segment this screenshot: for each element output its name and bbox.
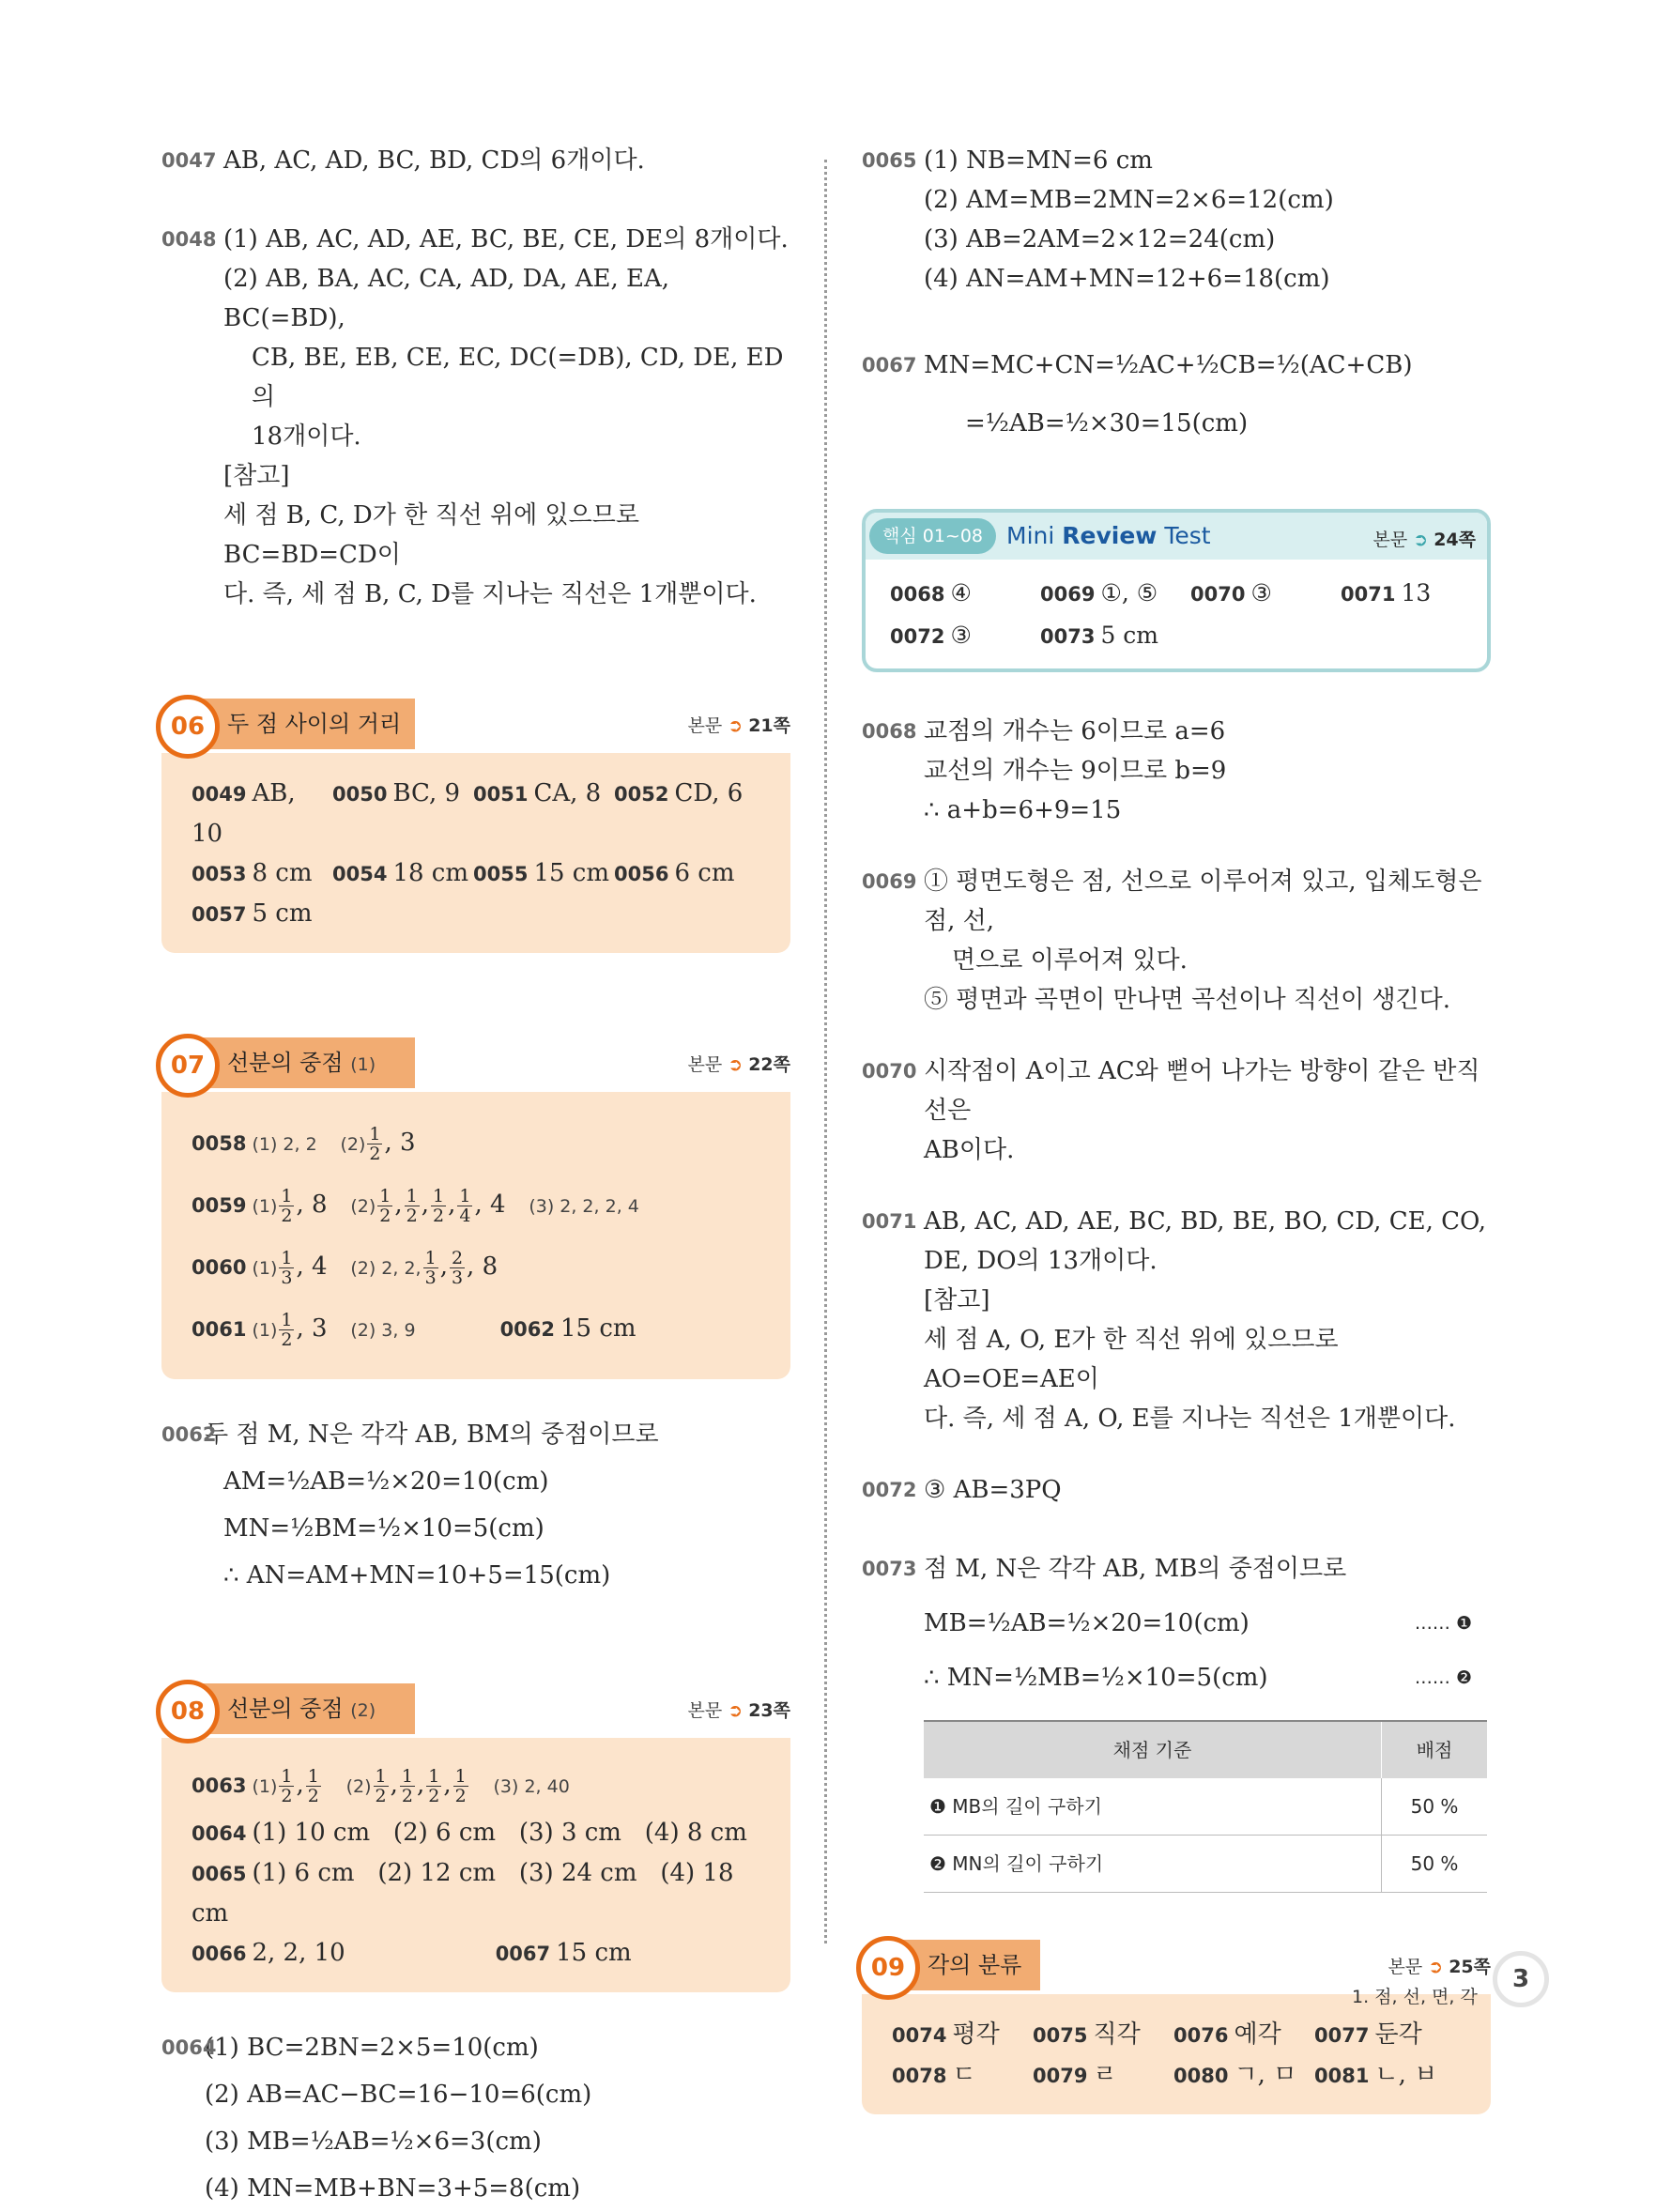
section-09 (862, 1940, 1491, 2114)
answer-part: (3) 24 cm (518, 1859, 637, 1887)
table-header-row (924, 1721, 1487, 1778)
answer-line: 18개이다. (252, 422, 361, 451)
fraction: $\frac{1}{2}$ (379, 1185, 391, 1226)
answer-number: 0068 (890, 583, 945, 606)
problem-0062 (161, 1411, 790, 1599)
ref-label: 본문 (687, 715, 723, 736)
mini-review-header (866, 513, 1487, 560)
answer-item (614, 853, 755, 894)
problem-0070 (862, 1052, 1491, 1170)
answer-value: AB, 10 (192, 779, 296, 848)
answer-value: 둔각 (1374, 2020, 1422, 2049)
answer-part: (1) 2, 2 (252, 1134, 317, 1155)
column-header: 채점 기준 (924, 1721, 1382, 1778)
fraction: $\frac{1}{2}$ (375, 1765, 387, 1806)
fraction: $\frac{1}{2}$ (401, 1765, 413, 1806)
solution-line: MN=MC+CN=½AC+½CB=½(AC+CB) (924, 351, 1413, 379)
section-title (227, 1037, 376, 1090)
answer-number: 0064 (192, 1822, 247, 1845)
answer-part: (3) 2, 40 (493, 1776, 570, 1797)
answer-part: , 8 (467, 1252, 498, 1281)
solution-line: 점 M, N은 각각 AB, MB의 중점이므로 (924, 1555, 1347, 1583)
answer-part: (2) 3, 9 (350, 1320, 416, 1341)
section-header (161, 1683, 790, 1738)
left-column (161, 141, 790, 2212)
section-title: 각의 분류 (928, 1952, 1022, 1978)
answer-row-0058 (192, 1113, 772, 1175)
title-text: 선분의 중점 (227, 1050, 344, 1076)
problem-0068 (862, 712, 1491, 830)
answer-item (890, 615, 1040, 657)
problem-0073 (862, 1542, 1491, 1893)
answer-part: (1) (252, 1258, 278, 1279)
solution-line: MN=½BM=½×10=5(cm) (223, 1514, 544, 1543)
problem-0064 (161, 2024, 790, 2212)
answer-number: 0073 (1040, 625, 1096, 648)
section-header (161, 699, 790, 753)
answer-value: 직각 (1093, 2020, 1141, 2049)
answer-number: 0056 (614, 863, 669, 885)
solution-line: 두 점 M, N은 각각 AB, BM의 중점이므로 (205, 1421, 659, 1449)
answer-part: (3) 2, 2, 2, 4 (529, 1196, 639, 1217)
answer-value: 5 cm (1100, 622, 1159, 649)
answer-value: ①, ⑤ (1100, 579, 1158, 607)
answer-item (192, 894, 332, 934)
answer-item (614, 774, 755, 853)
equation: MB=½AB=½×20=10(cm) (924, 1609, 1250, 1637)
ref-page: 22쪽 (748, 1054, 790, 1075)
solution-line: AB이다. (924, 1136, 1015, 1164)
section-answers (161, 1738, 790, 1992)
answer-number: 0051 (473, 783, 529, 806)
answer-part: (1) 10 cm (252, 1819, 371, 1847)
answer-item (473, 853, 614, 894)
problem-number: 0068 (862, 720, 917, 743)
equation: ∴ MN=½MB=½×10=5(cm) (924, 1664, 1268, 1692)
fraction: $\frac{1}{3}$ (424, 1247, 437, 1288)
answer-number: 0058 (192, 1132, 247, 1155)
note-label: [참고] (924, 1286, 990, 1314)
note-line: 다. 즉, 세 점 A, O, E를 지나는 직선은 1개뿐이다. (924, 1405, 1456, 1433)
section-07 (161, 1037, 790, 1379)
answer-item (1173, 2055, 1314, 2096)
answer-item (1033, 2015, 1173, 2055)
ref-label: 본문 (1388, 1957, 1423, 1977)
fraction: $\frac{1}{2}$ (432, 1185, 445, 1226)
page-reference (1388, 1953, 1491, 1978)
answer-item (192, 853, 332, 894)
solution-line: ∴ AN=AM+MN=10+5=15(cm) (223, 1561, 611, 1590)
answer-item (1190, 573, 1341, 615)
answer-number: 0059 (192, 1194, 247, 1217)
solution-line: ① 평면도형은 점, 선으로 이루어져 있고, 입체도형은 점, 선, (924, 868, 1482, 935)
answer-number: 0075 (1033, 2024, 1088, 2047)
answer-value: BC, 9 (392, 779, 461, 807)
fraction: $\frac{1}{2}$ (406, 1185, 418, 1226)
solution-line: 면으로 이루어져 있다. (952, 946, 1188, 975)
problem-0071 (862, 1202, 1491, 1438)
answer-row-0060: 0060 (1) $\frac{1}{3}$ , 4 (2) 2, 2, $\frac{1}{3}$ , $\frac{2}{3}$ , 8 (192, 1247, 498, 1288)
ref-page: 24쪽 (1434, 530, 1476, 550)
answer-row-0061 (192, 1298, 772, 1360)
table-row (924, 1836, 1487, 1893)
page-reference (687, 1697, 790, 1722)
problem-number: 0069 (862, 870, 917, 893)
fraction: $\frac{1}{2}$ (307, 1765, 319, 1806)
problem-number: 0071 (862, 1210, 917, 1233)
answer-part: (2) 6 cm (392, 1819, 497, 1847)
answer-part: (2) 2, 2, (350, 1258, 422, 1279)
answer-number: 0081 (1314, 2065, 1370, 2087)
answer-item (332, 853, 473, 894)
page-number: 3 (1493, 1951, 1549, 2007)
fraction: $\frac{2}{3}$ (451, 1247, 464, 1288)
answer-part: (2) 12 cm (377, 1859, 497, 1887)
fraction: $\frac{1}{4}$ (459, 1185, 471, 1226)
answer-number: 0069 (1040, 583, 1096, 606)
title-sub: (1) (350, 1054, 376, 1075)
solution-line: (3) AB=2AM=2×12=24(cm) (924, 225, 1276, 253)
answer-value: 15 cm (556, 1939, 632, 1967)
answer-value: 5 cm (252, 899, 313, 928)
answer-part: (3) 3 cm (518, 1819, 621, 1847)
answer-number: 0054 (332, 863, 388, 885)
problem-0047 (161, 141, 790, 180)
answer-value: 평각 (952, 2020, 1000, 2049)
answer-value: ㄱ, ㅁ (1234, 2061, 1297, 2089)
mini-review-title (1006, 513, 1211, 560)
answer-number: 0052 (614, 783, 669, 806)
fraction: $\frac{1}{3}$ (281, 1247, 293, 1288)
section-06 (161, 699, 790, 953)
answer-part: (1) (252, 1776, 278, 1797)
answer-value: 13 (1401, 579, 1432, 607)
table-cell: ❶ MB의 길이 구하기 (924, 1778, 1382, 1836)
title-text: 선분의 중점 (227, 1696, 344, 1722)
answer-number: 0071 (1341, 583, 1396, 606)
table-row (924, 1778, 1487, 1836)
fraction (367, 1125, 382, 1163)
answer-item (192, 774, 332, 853)
answer-number: 0077 (1314, 2024, 1370, 2047)
answer-item (890, 573, 1040, 615)
answer-number: 0072 (890, 625, 945, 648)
section-title: 두 점 사이의 거리 (227, 711, 402, 737)
section-08 (161, 1683, 790, 1992)
answer-number: 0055 (473, 863, 529, 885)
arrow-icon: ➲ (728, 1054, 744, 1075)
answer-number: 0076 (1173, 2024, 1229, 2047)
answer-value: 15 cm (560, 1314, 636, 1343)
fraction: $\frac{1}{2}$ (281, 1765, 293, 1806)
ref-label: 본문 (1372, 530, 1408, 550)
problem-number: 0072 (862, 1479, 917, 1501)
answer-line: (1) AB, AC, AD, AE, BC, BE, CE, DE의 8개이다. (223, 225, 789, 253)
answer-item (892, 2055, 1033, 2096)
problem-0065 (862, 141, 1491, 299)
answer-number: 0063 (192, 1774, 247, 1797)
answer-value: 18 cm (392, 859, 469, 887)
answer-grid (892, 2015, 1472, 2096)
ref-page: 25쪽 (1449, 1957, 1491, 1977)
answer-value: 예각 (1234, 2020, 1281, 2049)
answer-value: ㄷ (952, 2061, 976, 2089)
answer-row-0063: 0063 (1) $\frac{1}{2}$ , $\frac{1}{2}$ (2) $\frac{1}{2}$ , $\frac{1}{2}$ , $\frac{1}{2}$ , $\frac{1}{2}$ (3) 2, 40 (192, 1765, 570, 1806)
answer-number: 0074 (892, 2024, 947, 2047)
ref-page: 21쪽 (748, 715, 790, 736)
answer-number: 0053 (192, 863, 247, 885)
mini-review-answers (866, 560, 1487, 668)
note-line: 다. 즉, 세 점 B, C, D를 지나는 직선은 1개뿐이다. (223, 580, 757, 608)
answer-number: 0062 (499, 1318, 556, 1341)
problem-number: 0048 (161, 228, 217, 251)
problem-number: 0073 (862, 1558, 917, 1580)
answer-number: 0067 (495, 1943, 551, 1965)
section-number: 06 (156, 695, 220, 759)
answer-number: 0066 (192, 1943, 247, 1965)
answer-value: 15 cm (533, 859, 610, 887)
answer-grid (890, 573, 1468, 657)
solution-line: (3) MB=½AB=½×6=3(cm) (205, 2128, 542, 2156)
solution-line: (4) AN=AM+MN=12+6=18(cm) (924, 265, 1330, 293)
section-answers (161, 1092, 790, 1379)
answer-row-0064 (192, 1813, 772, 1853)
arrow-icon: ➲ (728, 715, 744, 736)
answer-line: (2) AB, BA, AC, CA, AD, DA, AE, EA, BC(=BD), (223, 265, 670, 332)
answer-item (1314, 2055, 1455, 2096)
note-line: 세 점 B, C, D가 한 직선 위에 있으므로 BC=BD=CD이 (223, 501, 639, 569)
answer-part: (2) (345, 1776, 372, 1797)
answer-part: (1) (252, 1320, 278, 1341)
solution-line (924, 1596, 1491, 1651)
answer-value: 8 cm (252, 859, 313, 887)
answer-value: ④ (950, 579, 972, 607)
section-answers (161, 753, 790, 953)
answer-row-0066 (192, 1933, 772, 1974)
title-part: Test (1157, 522, 1211, 549)
solution-line: DE, DO의 13개이다. (924, 1247, 1158, 1275)
answer-value: CA, 8 (533, 779, 602, 807)
answer-row-0059: 0059 (1) $\frac{1}{2}$ , 8 (2) $\frac{1}{2}$ , $\frac{1}{2}$ , $\frac{1}{2}$ , $\frac{1}{4}$ , 4 (3) 2, 2, 2, 4 (192, 1185, 639, 1226)
section-number: 09 (856, 1936, 920, 2000)
solution-line: ⑤ 평면과 곡면이 만나면 곡선이나 직선이 생긴다. (924, 986, 1451, 1014)
solution-line: 시작점이 A이고 AC와 뻗어 나가는 방향이 같은 반직선은 (924, 1057, 1480, 1125)
answer-number: 0057 (192, 903, 247, 926)
page-reference (687, 1051, 790, 1076)
answer-value: 6 cm (674, 859, 735, 887)
answer-value: ㄹ (1093, 2061, 1117, 2089)
title-part: Review (1062, 522, 1158, 549)
section-number: 08 (156, 1680, 220, 1743)
answer-part: (2) (340, 1134, 366, 1155)
ref-label: 본문 (687, 1054, 723, 1075)
solution-line: (1) NB=MN=6 cm (924, 146, 1153, 175)
answer-part: , 8 (296, 1190, 328, 1219)
solution-line: (4) MN=MB+BN=3+5=8(cm) (205, 2174, 581, 2203)
table-cell: 50 % (1382, 1778, 1488, 1836)
answer-item (1040, 573, 1190, 615)
solution-line: 교점의 개수는 6이므로 a=6 (924, 717, 1226, 745)
problem-number: 0062 (161, 1423, 217, 1446)
section-answers (862, 1994, 1491, 2114)
mini-review-tag: 핵심 01~08 (869, 518, 996, 554)
answer-part: (1) 6 cm (252, 1859, 355, 1887)
table-cell: 50 % (1382, 1836, 1488, 1893)
problem-0067 (862, 336, 1491, 453)
answer-row-0065 (192, 1853, 772, 1933)
solution-line: 교선의 개수는 9이므로 b=9 (924, 757, 1227, 785)
mini-review-test (862, 509, 1491, 672)
ref-label: 본문 (687, 1700, 723, 1721)
column-header: 배점 (1382, 1721, 1488, 1778)
answer-item (1040, 615, 1190, 657)
answer-number: 0050 (332, 783, 388, 806)
arrow-icon: ➲ (1413, 530, 1429, 550)
answer-grid (192, 774, 772, 934)
solution-line: (2) AB=AC−BC=16−10=6(cm) (205, 2081, 592, 2109)
ref-page: 23쪽 (748, 1700, 790, 1721)
score-marker: …… ❷ (1414, 1667, 1472, 1688)
note-label: [참고] (223, 462, 290, 490)
answer-part: (4) 8 cm (644, 1819, 747, 1847)
numerator: 1 (369, 1123, 381, 1144)
answer-line: CB, BE, EB, CE, EC, DC(=DB), CD, DE, ED의 (252, 344, 784, 411)
problem-number: 0070 (862, 1060, 917, 1083)
solution-line: (1) BC=2BN=2×5=10(cm) (205, 2034, 539, 2062)
answer-part: , 3 (384, 1129, 416, 1157)
right-column (862, 141, 1491, 2114)
answer-number: 0079 (1033, 2065, 1088, 2087)
answer-part: , 4 (474, 1190, 506, 1219)
answer-line: AB, AC, AD, BC, BD, CD의 6개이다. (223, 146, 645, 175)
problem-0069 (862, 862, 1491, 1020)
answer-part: (2) (350, 1196, 376, 1217)
solution-line: (2) AM=MB=2MN=2×6=12(cm) (924, 186, 1334, 214)
answer-number: 0078 (892, 2065, 947, 2087)
answer-number: 0065 (192, 1863, 247, 1885)
answer-item (892, 2015, 1033, 2055)
solution-line: =½AB=½×30=15(cm) (965, 409, 1249, 438)
arrow-icon: ➲ (728, 1700, 744, 1721)
answer-value: CD, 6 (674, 779, 744, 807)
answer-part: 2, 2, 10 (252, 1939, 345, 1967)
note-line: 세 점 A, O, E가 한 직선 위에 있으므로 AO=OE=AE이 (924, 1326, 1339, 1393)
section-header (161, 1037, 790, 1092)
answer-part: (1) (252, 1196, 278, 1217)
fraction: $\frac{1}{2}$ (281, 1185, 293, 1226)
problem-0072 (862, 1470, 1491, 1510)
answer-item (473, 774, 614, 853)
denominator: 2 (369, 1143, 381, 1164)
arrow-icon: ➲ (1428, 1957, 1444, 1977)
fraction: $\frac{1}{2}$ (454, 1765, 467, 1806)
solution-line: AB, AC, AD, AE, BC, BD, BE, BO, CD, CE, CO, (924, 1207, 1487, 1236)
scoring-table (924, 1720, 1487, 1893)
page-reference (1372, 526, 1476, 551)
column-divider (824, 160, 827, 1943)
answer-number: 0049 (192, 783, 247, 806)
answer-item (332, 774, 473, 853)
answer-part: , 3 (296, 1314, 328, 1343)
answer-value: ③ (1250, 579, 1272, 607)
answer-number: 0061 (192, 1318, 247, 1341)
answer-part: , 4 (296, 1252, 328, 1281)
answer-value: ㄴ, ㅂ (1374, 2061, 1438, 2089)
answer-value: ③ (950, 622, 972, 649)
answer-item (1173, 2015, 1314, 2055)
answer-number: 0080 (1173, 2065, 1229, 2087)
section-number: 07 (156, 1034, 220, 1098)
solution-line: ③ AB=3PQ (924, 1476, 1062, 1504)
answer-number: 0060 (192, 1256, 247, 1279)
table-cell: ❷ MN의 길이 구하기 (924, 1836, 1382, 1893)
solution-line: AM=½AB=½×20=10(cm) (223, 1467, 549, 1496)
problem-number: 0065 (862, 149, 917, 172)
answer-item (1314, 2015, 1455, 2055)
problem-number: 0047 (161, 149, 217, 172)
answer-item (1341, 573, 1491, 615)
title-part: Mini (1006, 522, 1063, 549)
section-title (227, 1683, 376, 1736)
solution-line: ∴ a+b=6+9=15 (924, 796, 1122, 824)
problem-0048 (161, 220, 790, 614)
problem-number: 0064 (161, 2036, 217, 2059)
solution-line (924, 1651, 1491, 1705)
fraction: $\frac{1}{2}$ (281, 1309, 293, 1350)
title-sub: (2) (350, 1700, 376, 1721)
answer-part: (4) 18 cm (192, 1859, 734, 1928)
fraction: $\frac{1}{2}$ (428, 1765, 440, 1806)
answer-number: 0070 (1190, 583, 1246, 606)
page-reference (687, 712, 790, 737)
answer-item (1033, 2055, 1173, 2096)
chapter-footer: 1. 점, 선, 면, 각 (1352, 1987, 1478, 2007)
problem-number: 0067 (862, 354, 917, 376)
score-marker: …… ❶ (1414, 1613, 1472, 1634)
